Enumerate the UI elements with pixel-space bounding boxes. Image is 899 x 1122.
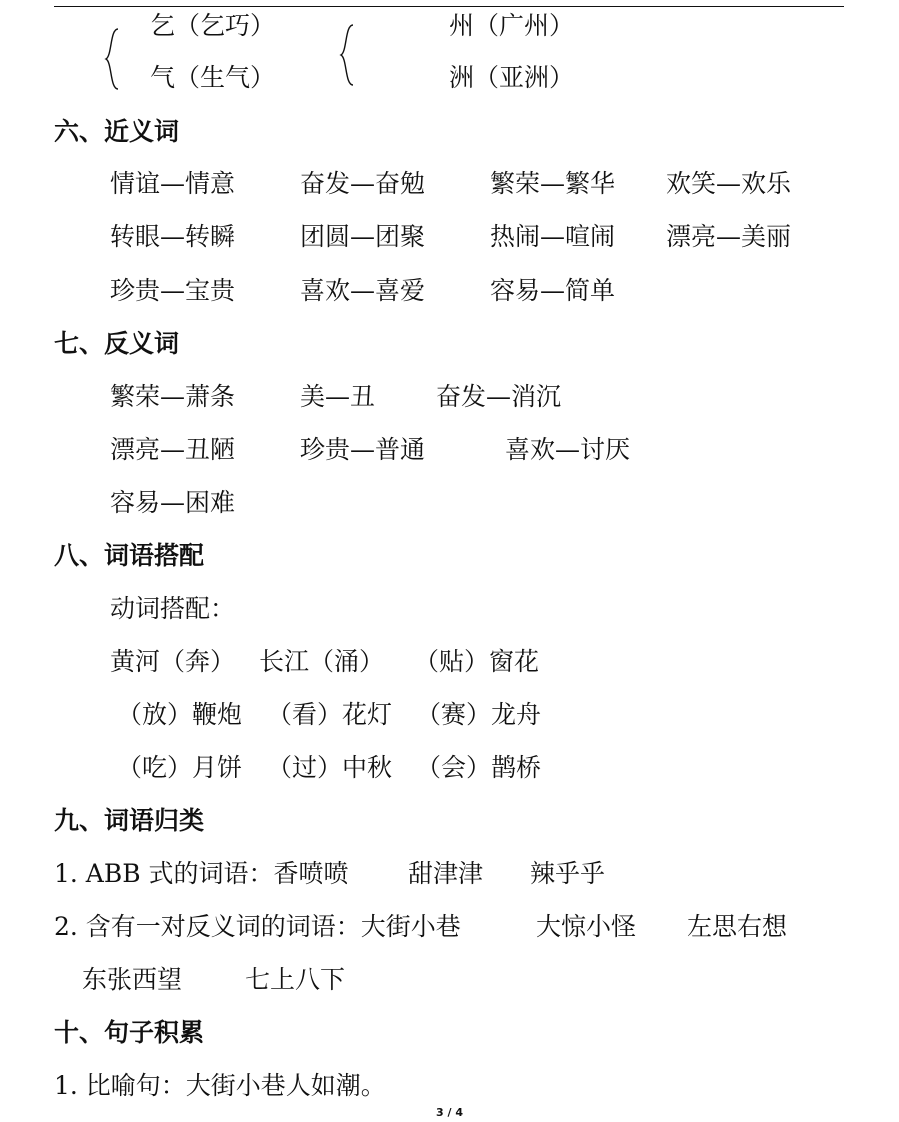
collocation-item: （吃）月饼 [117, 753, 243, 782]
classification-word: 左思右想 [687, 912, 788, 941]
pair-left-2: 气（生气） [150, 63, 276, 92]
synonym-pair: 漂亮—美丽 [666, 222, 792, 251]
section-heading-collocations: 八、词语搭配 [54, 541, 205, 570]
collocation-item: 黄河（奔） [110, 647, 236, 676]
collocation-item: （会）鹊桥 [416, 753, 542, 782]
classification-item-1: 1. ABB 式的词语：香喷喷 [54, 859, 349, 888]
classification-word: 七上八下 [245, 965, 346, 994]
synonym-pair: 容易—简单 [490, 276, 616, 305]
classification-word: 大惊小怪 [536, 912, 637, 941]
synonym-pair: 情谊—情意 [110, 169, 236, 198]
antonym-pair: 容易—困难 [110, 488, 236, 517]
synonym-pair: 奋发—奋勉 [300, 169, 426, 198]
collocation-item: 长江（涌） [259, 647, 385, 676]
synonym-pair: 热闹—喧闹 [490, 222, 616, 251]
collocation-item: （放）鞭炮 [117, 700, 243, 729]
synonym-pair: 喜欢—喜爱 [300, 276, 426, 305]
synonym-pair: 转眼—转瞬 [110, 222, 236, 251]
pair-right-2: 洲（亚洲） [449, 63, 575, 92]
section-heading-antonyms: 七、反义词 [54, 329, 180, 358]
sentence-item-1: 1. 比喻句：大街小巷人如潮。 [54, 1071, 386, 1100]
synonym-pair: 珍贵—宝贵 [110, 276, 236, 305]
page-number: 3 / 4 [436, 1106, 463, 1119]
antonym-pair: 喜欢—讨厌 [505, 435, 631, 464]
collocation-item: （赛）龙舟 [416, 700, 542, 729]
antonym-pair: 奋发—消沉 [436, 382, 562, 411]
synonym-pair: 欢笑—欢乐 [666, 169, 792, 198]
synonym-pair: 团圆—团聚 [300, 222, 426, 251]
right-brace [339, 24, 355, 86]
classification-word: 甜津津 [408, 859, 484, 888]
section-heading-classification: 九、词语归类 [54, 806, 205, 835]
antonym-pair: 珍贵—普通 [300, 435, 426, 464]
collocation-item: （看）花灯 [267, 700, 393, 729]
left-brace [104, 28, 120, 90]
section-heading-synonyms: 六、近义词 [54, 117, 180, 146]
antonym-pair: 繁荣—萧条 [110, 382, 236, 411]
collocation-item: （贴）窗花 [414, 647, 540, 676]
classification-item-2: 2. 含有一对反义词的词语：大街小巷 [54, 912, 461, 941]
antonym-pair: 漂亮—丑陋 [110, 435, 236, 464]
collocation-item: （过）中秋 [267, 753, 393, 782]
section-heading-sentences: 十、句子积累 [54, 1018, 205, 1047]
pair-right-1: 州（广州） [449, 11, 575, 40]
pair-left-1: 乞（乞巧） [150, 11, 276, 40]
top-rule [54, 6, 844, 7]
collocation-subheading: 动词搭配： [110, 594, 236, 623]
synonym-pair: 繁荣—繁华 [490, 169, 616, 198]
antonym-pair: 美—丑 [300, 382, 376, 411]
classification-word: 辣乎乎 [530, 859, 606, 888]
classification-word: 东张西望 [82, 965, 183, 994]
